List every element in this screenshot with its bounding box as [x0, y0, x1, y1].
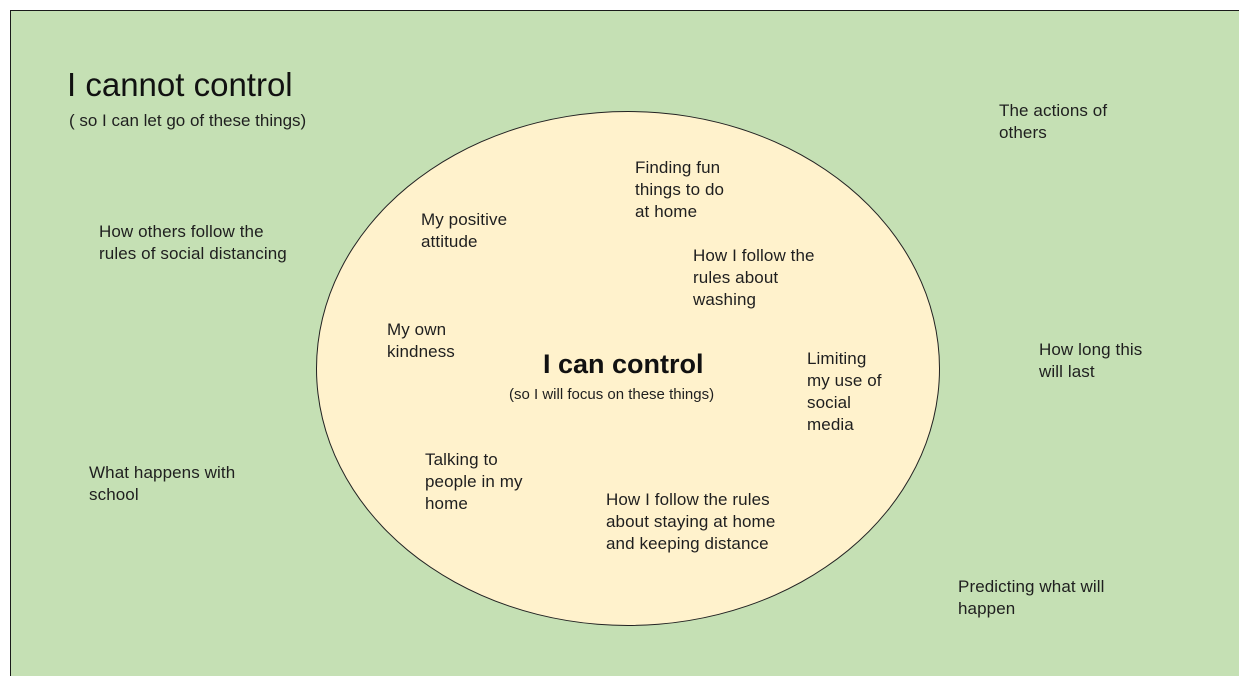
can-control-subtitle: (so I will focus on these things) — [509, 386, 715, 403]
inner-item-fun-things: Finding fun things to do at home — [635, 158, 725, 221]
outer-item-school: What happens with school — [89, 463, 236, 504]
inner-item-talking: Talking to people in my home — [425, 450, 523, 513]
outer-item-predicting: Predicting what will happen — [958, 577, 1105, 618]
inner-item-kindness: My own kindness — [387, 320, 455, 361]
diagram-slide — [10, 10, 1239, 676]
inner-item-washing: How I follow the rules about washing — [693, 246, 815, 309]
outer-item-actions-of-others: The actions of others — [999, 101, 1108, 142]
outer-item-others-social-distancing: How others follow the rules of social distancing — [99, 222, 287, 263]
outer-item-how-long: How long this will last — [1039, 340, 1143, 381]
inner-item-positive-attitude: My positive attitude — [421, 210, 508, 251]
inner-item-staying-home: How I follow the rules about staying at home and keeping distance — [606, 490, 776, 553]
inner-item-social-media: Limiting my use of social media — [807, 349, 882, 434]
cannot-control-subtitle: ( so I can let go of these things) — [69, 111, 307, 130]
can-control-title: I can control — [543, 349, 704, 379]
cannot-control-title: I cannot control — [67, 66, 293, 103]
